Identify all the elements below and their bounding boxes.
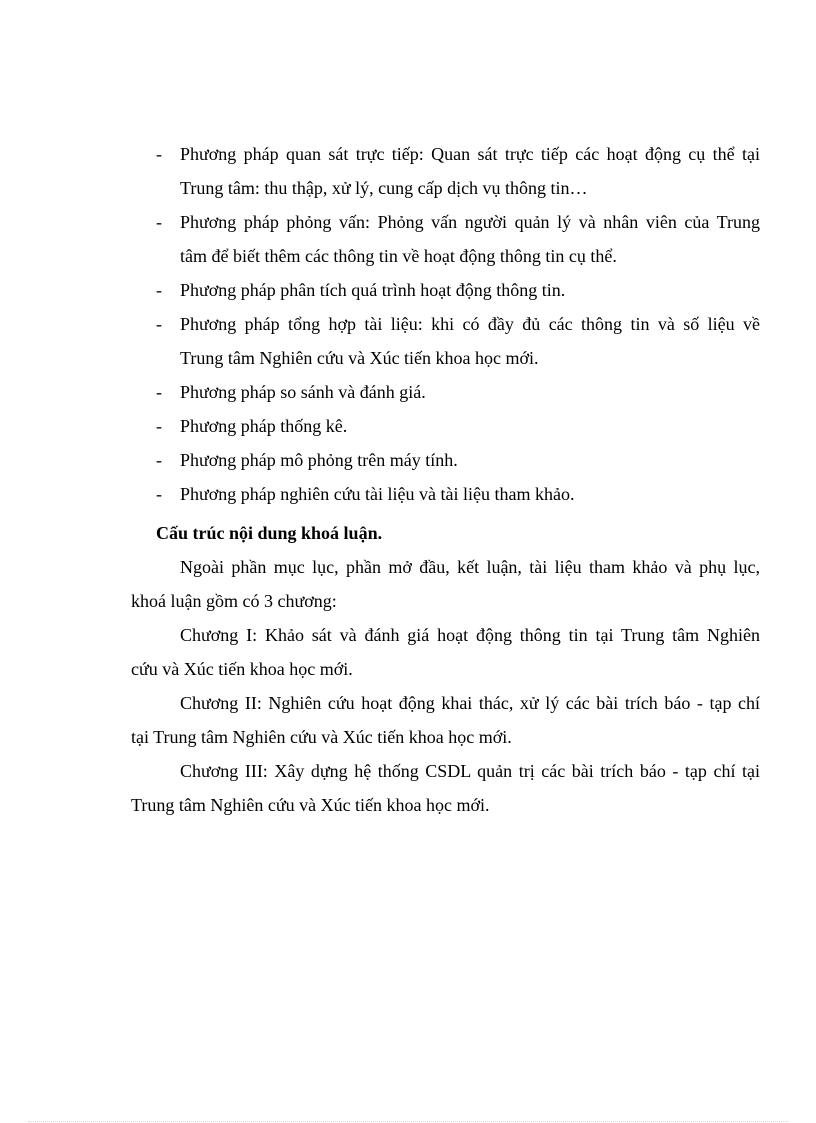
- text-line: tâm để biết thêm các thông tin về hoạt động thông tin cụ thể.: [180, 246, 617, 266]
- bullet-dash: -: [156, 416, 162, 436]
- text-line: Phương pháp mô phỏng trên máy tính.: [180, 450, 458, 470]
- chapter-paragraph: [131, 686, 760, 754]
- text-line: Phương pháp nghiên cứu tài liệu và tài liệu tham khảo.: [180, 484, 575, 504]
- bullet-dash: -: [156, 212, 162, 232]
- list-item-text: [180, 409, 760, 443]
- list-item-text: [180, 477, 760, 511]
- text-line: Trung tâm Nghiên cứu và Xúc tiến khoa học mới.: [131, 795, 490, 815]
- section-heading: Cấu trúc nội dung khoá luận.: [156, 523, 383, 543]
- list-item-text: [180, 273, 760, 307]
- text-line: khoá luận gồm có 3 chương:: [131, 591, 337, 611]
- text-line: Phương pháp so sánh và đánh giá.: [180, 382, 426, 402]
- text-line: Chương I: Khảo sát và đánh giá hoạt động thông tin tại Trung tâm Nghiên: [180, 625, 760, 645]
- list-item-text: [180, 375, 760, 409]
- text-line: Phương pháp phân tích quá trình hoạt động thông tin.: [180, 280, 566, 300]
- list-item-text: [180, 137, 760, 205]
- body-paragraph: [131, 550, 760, 618]
- text-line: Phương pháp phỏng vấn: Phỏng vấn người quản lý và nhân viên của Trung: [180, 212, 760, 232]
- text-line: Chương III: Xây dựng hệ thống CSDL quản trị các bài trích báo - tạp chí tại: [180, 761, 760, 781]
- bullet-dash: -: [156, 314, 162, 334]
- text-line: Chương II: Nghiên cứu hoạt động khai thác, xử lý các bài trích báo - tạp chí: [180, 693, 760, 713]
- text-line: Ngoài phần mục lục, phần mở đầu, kết luận, tài liệu tham khảo và phụ lục,: [180, 557, 760, 577]
- list-item-text: [180, 205, 760, 273]
- text-line: tại Trung tâm Nghiên cứu và Xúc tiến khoa học mới.: [131, 727, 512, 747]
- bullet-dash: -: [156, 450, 162, 470]
- page-bottom-divider: [28, 1121, 788, 1122]
- text-line: Phương pháp quan sát trực tiếp: Quan sát trực tiếp các hoạt động cụ thể tại: [180, 144, 760, 164]
- bullet-dash: -: [156, 280, 162, 300]
- list-item-text: [180, 443, 760, 477]
- bullet-dash: -: [156, 382, 162, 402]
- text-line: Trung tâm: thu thập, xử lý, cung cấp dịch vụ thông tin…: [180, 178, 588, 198]
- bullet-dash: -: [156, 484, 162, 504]
- bullet-dash: -: [156, 144, 162, 164]
- chapter-paragraph: [131, 618, 760, 686]
- text-line: Phương pháp thống kê.: [180, 416, 348, 436]
- text-line: cứu và Xúc tiến khoa học mới.: [131, 659, 353, 679]
- chapter-paragraph: [131, 754, 760, 822]
- list-item-text: [180, 307, 760, 375]
- text-line: Trung tâm Nghiên cứu và Xúc tiến khoa học mới.: [180, 348, 539, 368]
- text-line: Phương pháp tổng hợp tài liệu: khi có đầy đủ các thông tin và số liệu về: [180, 314, 760, 334]
